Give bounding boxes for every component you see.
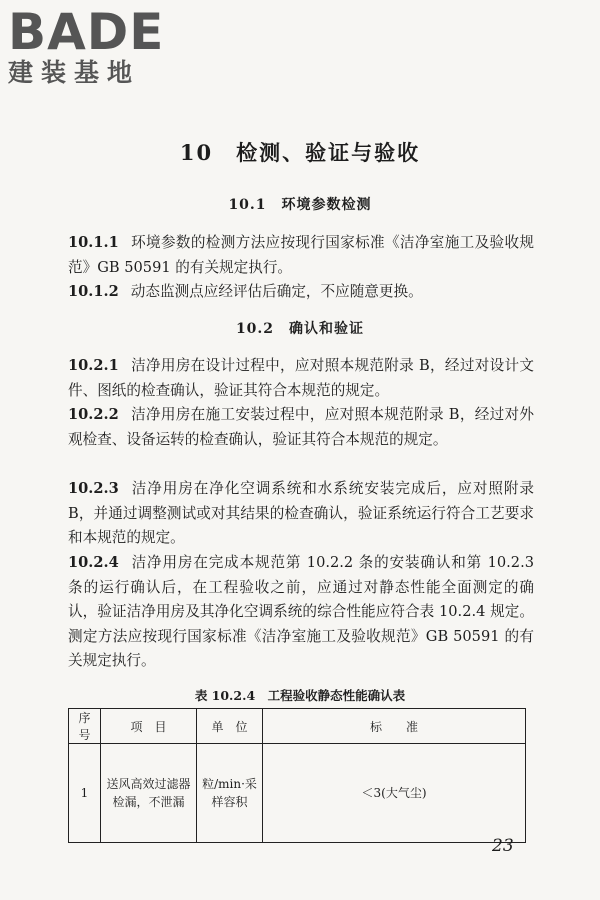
clause-10-2-4 — [68, 551, 534, 674]
section-title-10-1: 10.1 环境参数检测 — [228, 197, 372, 213]
clause-text: 动态监测点应经评估后确定，不应随意更换。 — [130, 283, 423, 300]
header-standard: 标 准 — [263, 709, 526, 744]
clause-10-1-2 — [68, 280, 534, 305]
clause-text: 洁净用房在完成本规范第 10.2.2 条的安装确认和第 10.2.3 条的运行确认后，在工程验收之前，应通过对静态性能全面测定的确认，验证洁净用房及其净化空调系统的综合性能应符合表 10.2.4 规定。测定方法应按现行国家标准《洁净室施工及验收规范》GB 50591 的有关规定执行。 — [68, 554, 534, 669]
table-caption: 表 10.2.4 工程验收静态性能确认表 — [194, 688, 406, 703]
cell-unit: 粒/min·采样容积 — [197, 744, 263, 843]
header-unit: 单 位 — [197, 709, 263, 744]
cell-item: 送风高效过滤器检漏，不泄漏 — [101, 744, 197, 843]
section-title-10-2: 10.2 确认和验证 — [235, 321, 365, 337]
table-row — [69, 744, 526, 843]
clause-number: 10.2.3 — [68, 480, 119, 497]
cell-no: 1 — [69, 744, 101, 843]
clause-10-2-1 — [68, 354, 534, 403]
table-header-row — [69, 709, 526, 744]
clause-text: 洁净用房在净化空调系统和水系统安装完成后，应对照附录 B，并通过调整测试或对其结果的检查确认，验证系统运行符合工艺要求和本规范的规定。 — [68, 480, 534, 546]
clause-10-2-3 — [68, 477, 534, 551]
logo-wordmark: BADE — [8, 3, 165, 61]
header-item: 项 目 — [101, 709, 197, 744]
clause-10-1-1 — [68, 231, 534, 280]
clause-10-2-2 — [68, 403, 534, 452]
clause-number: 10.1.2 — [68, 283, 119, 300]
cell-standard: ＜3(大气尘) — [263, 744, 526, 843]
performance-table — [68, 708, 526, 843]
clause-number: 10.2.4 — [68, 554, 119, 571]
page-number: 23 — [492, 836, 514, 856]
bade-logo — [8, 3, 165, 88]
header-no: 序号 — [69, 709, 101, 744]
clause-number: 10.1.1 — [68, 234, 119, 251]
clause-text: 环境参数的检测方法应按现行国家标准《洁净室施工及验收规范》GB 50591 的有关规定执行。 — [68, 234, 534, 276]
clause-text: 洁净用房在施工安装过程中，应对照本规范附录 B，经过对外观检查、设备运转的检查确认，验证其符合本规范的规定。 — [68, 406, 534, 448]
logo-subtitle: 建装基地 — [8, 58, 141, 87]
clause-text: 洁净用房在设计过程中，应对照本规范附录 B，经过对设计文件、图纸的检查确认，验证其符合本规范的规定。 — [68, 357, 534, 399]
clause-number: 10.2.2 — [68, 406, 119, 423]
chapter-title: 10 检测、验证与验收 — [179, 140, 421, 165]
clause-number: 10.2.1 — [68, 357, 119, 374]
